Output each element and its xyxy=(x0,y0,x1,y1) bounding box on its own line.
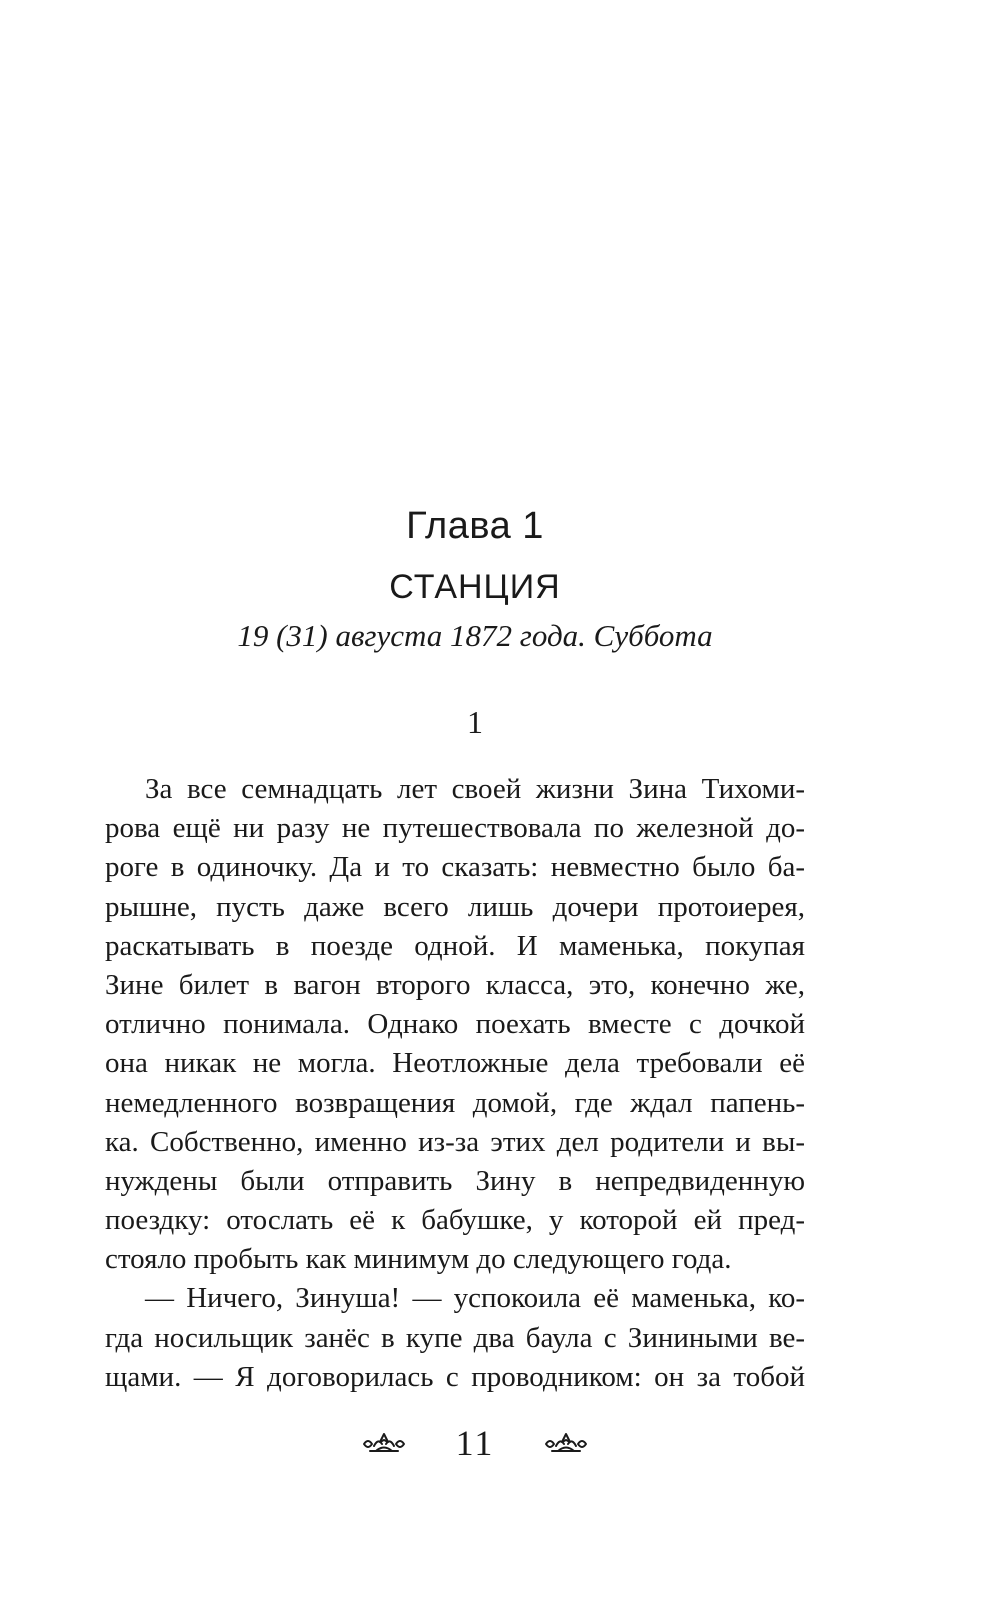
text-line: рова ещё ни разу не путешествовала по железной до- xyxy=(105,812,805,845)
text-line: она никак не могла. Неотложные дела требовали её xyxy=(105,1047,805,1080)
section-number: 1 xyxy=(467,704,483,740)
text-line: стояло пробыть как минимум до следующего года. xyxy=(105,1243,732,1276)
text-line: раскатывать в поезде одной. И маменька, покупая xyxy=(105,929,805,962)
text-line: немедленного возвращения домой, где ждал папень- xyxy=(105,1086,805,1119)
text-line: нуждены были отправить Зину в непредвиденную xyxy=(105,1164,805,1197)
floral-ornament-icon xyxy=(362,1432,406,1454)
text-line: щами. — Я договорилась с проводником: он за тобой xyxy=(105,1360,805,1393)
chapter-title: Глава 1 xyxy=(406,505,544,547)
text-line: — Ничего, Зинуша! — успокоила её маменька, ко- xyxy=(145,1282,805,1315)
text-line: гда носильщик занёс в купе два баула с Зиниными ве- xyxy=(105,1321,805,1354)
text-line: поездку: отослать её к бабушке, у которой ей пред- xyxy=(105,1204,805,1237)
page-footer xyxy=(0,1418,950,1468)
text-line: Зине билет в вагон второго класса, это, конечно же, xyxy=(105,968,805,1001)
text-line: отлично понимала. Однако поехать вместе с дочкой xyxy=(105,1008,805,1041)
page-number: 11 xyxy=(455,1423,495,1463)
chapter-date: 19 (31) августа 1872 года. Суббота xyxy=(237,618,713,653)
text-line: рышне, пусть даже всего лишь дочери протоиерея, xyxy=(105,890,805,923)
text-line: За все семнадцать лет своей жизни Зина Тихоми- xyxy=(145,773,805,805)
floral-ornament-icon xyxy=(544,1432,588,1454)
text-line: роге в одиночку. Да и то сказать: невместно было ба- xyxy=(105,851,805,884)
text-line: ка. Собственно, именно из-за этих дел родители и вы- xyxy=(105,1125,805,1158)
body-text xyxy=(105,770,805,1397)
chapter-name: СТАНЦИЯ xyxy=(389,568,561,606)
